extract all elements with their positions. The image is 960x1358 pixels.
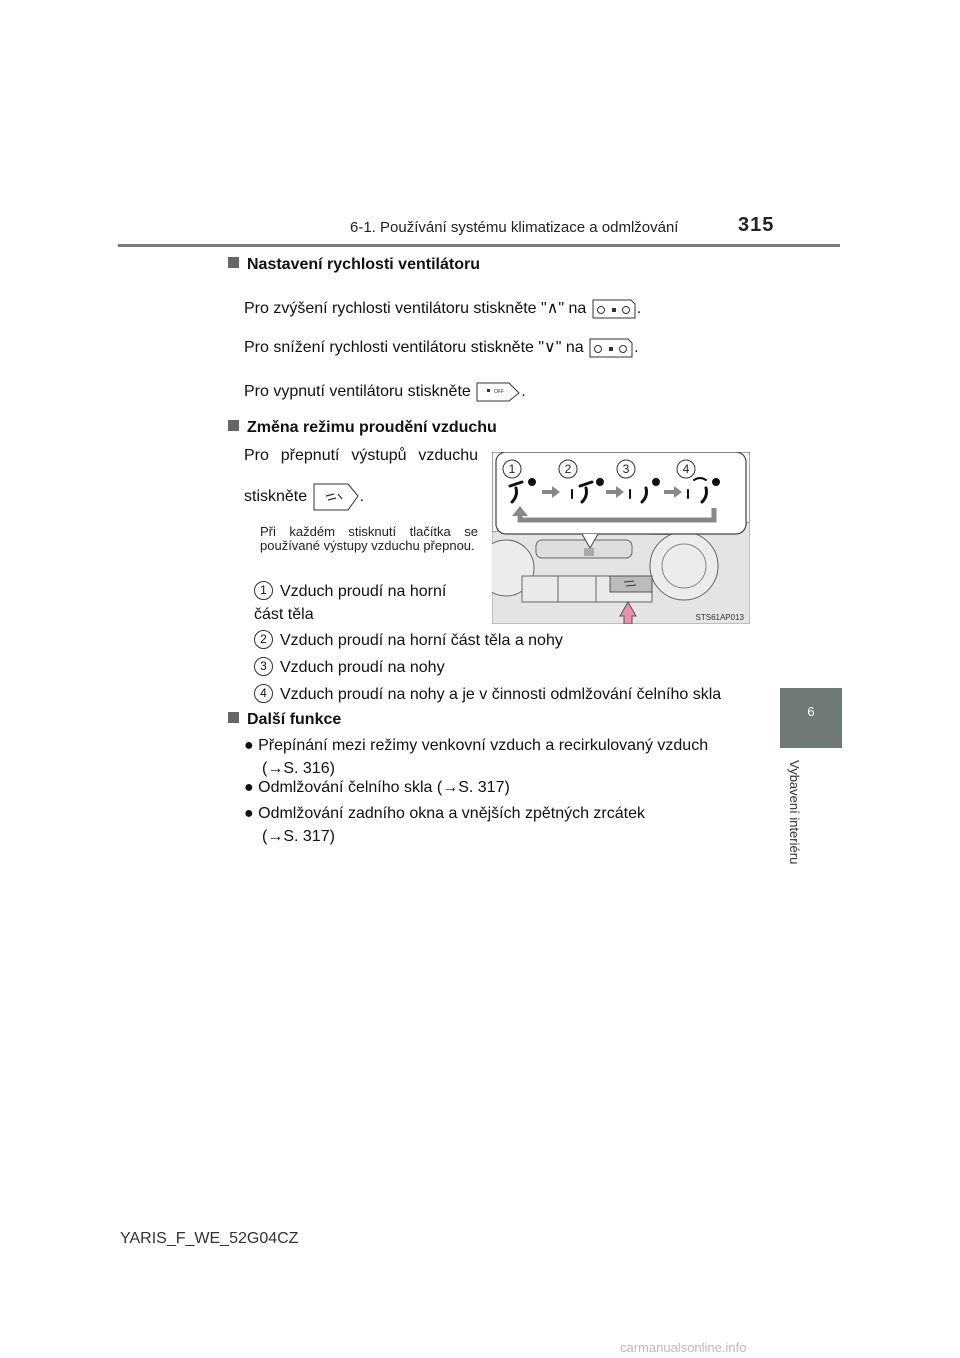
other-functions-heading: Další funkce (228, 711, 341, 729)
watermark: carmanualsonline.info (620, 1340, 747, 1355)
round-bullet-icon: ● (244, 737, 254, 754)
airflow-text-line2: stiskněte . (244, 482, 364, 512)
mode-item-2: 2 Vzduch proudí na horní část těla a nohy (254, 630, 563, 650)
header-rule (118, 244, 840, 247)
svg-text:OFF: OFF (494, 389, 505, 395)
page-number: 315 (738, 214, 775, 236)
fan-off-text: Pro vypnutí ventilátoru stiskněte OFF . (244, 381, 526, 403)
fan-off-button-icon (475, 381, 521, 403)
other-item-3: ● Odmlžování zadního okna a vnějších zpětných zrcátek (→S. 317) (244, 805, 645, 845)
other-item-1: ● Přepínání mezi režimy venkovní vzduch a recirkulovaný vzduch (→S. 316) (244, 737, 709, 777)
round-bullet-icon: ● (244, 779, 254, 796)
square-bullet-icon (228, 712, 239, 723)
chapter-title: 6-1. Používání systému klimatizace a odmlžování (350, 219, 679, 236)
callout-2-icon: 2 (254, 630, 273, 649)
fan-increase-text: Pro zvýšení rychlosti ventilátoru stiskněte "∧" na . (244, 298, 641, 320)
document-code: YARIS_F_WE_52G04CZ (120, 1230, 299, 1247)
chapter-tab-number: 6 (807, 704, 815, 719)
fan-speed-heading: Nastavení rychlosti ventilátoru (228, 256, 480, 274)
fan-speed-button-icon (591, 298, 637, 320)
callout-3-icon: 3 (254, 657, 273, 676)
figure-callout-3: 3 (622, 462, 630, 476)
callout-4-icon: 4 (254, 684, 273, 703)
fan-speed-button-icon (588, 337, 634, 359)
callout-1-icon: 1 (254, 581, 273, 600)
figure-callout-2: 2 (564, 462, 572, 476)
figure-callout-4: 4 (682, 462, 690, 476)
figure-code: STS61AP013 (695, 613, 744, 622)
round-bullet-icon: ● (244, 805, 254, 822)
airflow-note: Při každém stisknutí tlačítka se používané výstupy vzduchu přepnou. (260, 524, 478, 553)
figure-callout-1: 1 (508, 462, 516, 476)
air-mode-figure (492, 452, 750, 624)
fan-decrease-text: Pro snížení rychlosti ventilátoru stiskněte "∨" na . (244, 337, 639, 359)
mode-item-4: 4 Vzduch proudí na nohy a je v činnosti odmlžování čelního skla (254, 684, 721, 704)
other-item-2: ● Odmlžování čelního skla (→S. 317) (244, 779, 510, 796)
air-mode-button-icon (312, 482, 360, 512)
mode-item-3: 3 Vzduch proudí na nohy (254, 657, 445, 677)
mode-item-1: 1 Vzduch proudí na horní část těla (254, 583, 447, 623)
airflow-text-line1: Pro přepnutí výstupů vzduchu (244, 447, 478, 464)
square-bullet-icon (228, 257, 239, 268)
square-bullet-icon (228, 420, 239, 431)
chapter-tab-label: Vybavení interiéru (787, 760, 802, 865)
airflow-heading: Změna režimu proudění vzduchu (228, 419, 497, 437)
